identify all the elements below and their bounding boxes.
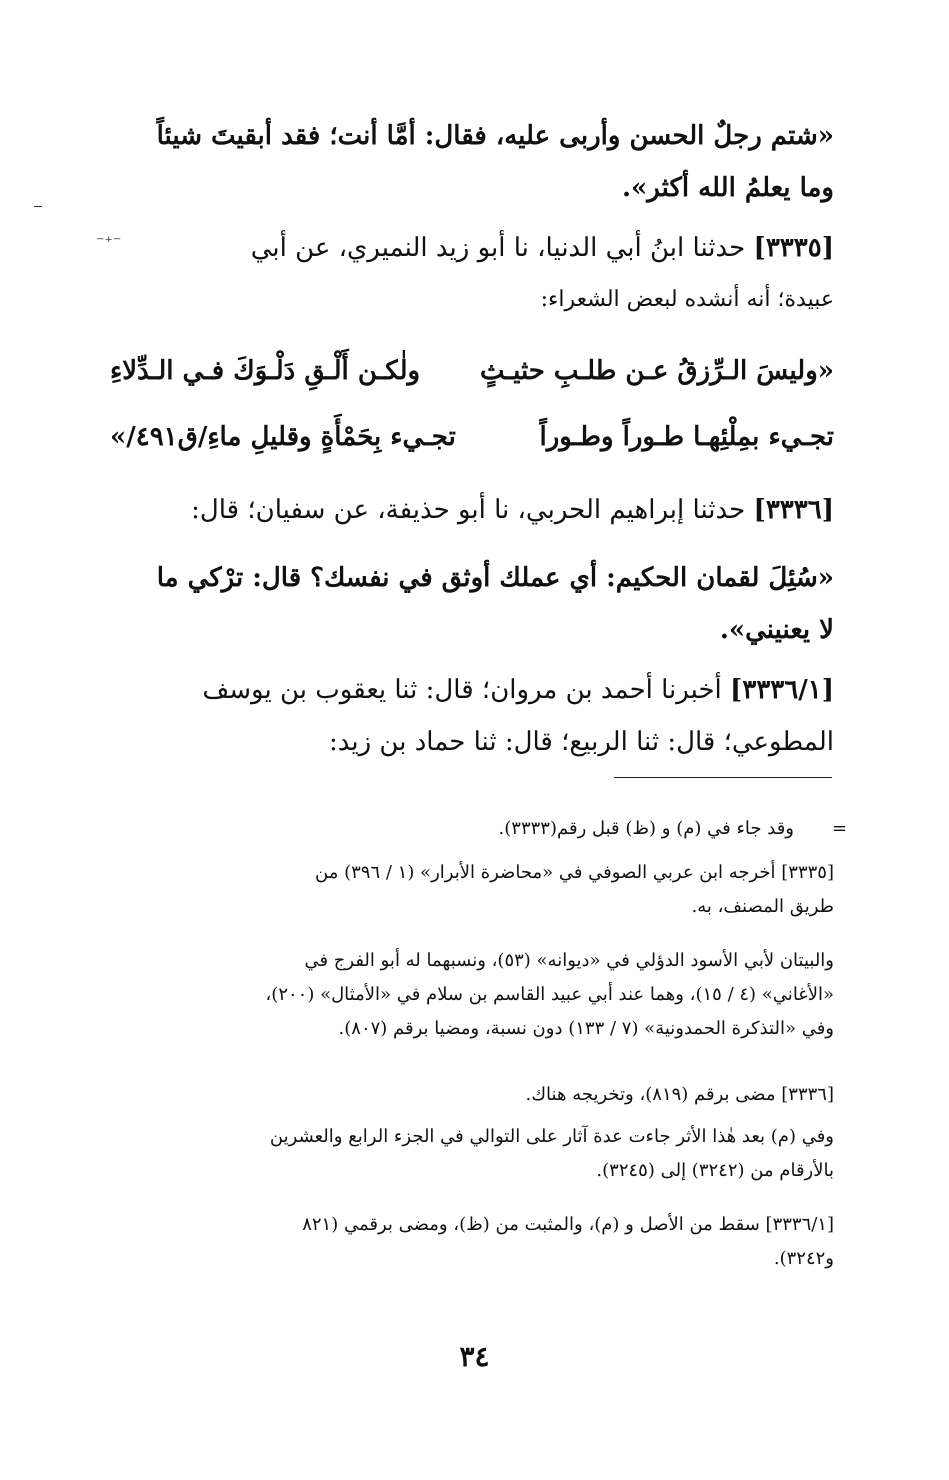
entry-number: [٣٣٣٦/١] [730, 675, 834, 705]
footnote-line: [٣٣٣٦/١] سقط من الأصل و (م)، والمثبت من (ظ)، ومضى برقمي (٨٢١ [302, 1214, 834, 1235]
footnote-3336 [118, 1078, 834, 1112]
footnote-line: و٣٢٤٢). [773, 1248, 834, 1269]
footnote-line: «الأغاني» (٤ / ١٥)، وهما عند أبي عبيد القاسم بن سلام في «الأمثال» (٢٠٠)، [265, 984, 834, 1005]
entry-number: [٣٣٣٦] [753, 495, 834, 525]
text-line [118, 222, 834, 274]
footnote-line: وفي «التذكرة الحمدونية» (٧ / ١٣٣) دون نسبة، ومضيا برقم (٨٠٧). [338, 1018, 834, 1039]
footnote-verses-source [118, 944, 834, 1046]
page-number: ٣٤ [459, 1340, 490, 1373]
text-line-content: حدثنا ابنُ أبي الدنيا، نا أبو زيد النميري، عن أبي [250, 233, 746, 263]
footnote-line: [٣٣٣٥] أخرجه ابن عربي الصوفي في «محاضرة الأبرار» (١ / ٣٩٦) من [315, 862, 834, 883]
quote-paragraph-4 [118, 552, 834, 656]
verse-hemistich-left: ولٰكـن أَلْـقِ دَلْـوَكَ فـي الـدِّلاءِ [110, 356, 421, 386]
hadith-paragraph-3335 [118, 222, 834, 326]
footnote-line: والبيتان لأبي الأسود الدؤلي في «ديوانه» (٥٣)، ونسبهما له أبو الفرج في [304, 950, 834, 971]
text-line: عبيدة؛ أنه أنشده لبعض الشعراء: [540, 287, 834, 312]
footnote-3336-1 [118, 1208, 834, 1276]
hadith-paragraph-3336 [118, 484, 834, 536]
text-line [118, 484, 834, 536]
continuation-mark: = [832, 818, 848, 839]
footnote-line: وقد جاء في (م) و (ظ) قبل رقم(٣٣٣٣). [498, 818, 794, 839]
text-line-content: أخبرنا أحمد بن مروان؛ قال: ثنا يعقوب بن يوسف [202, 675, 722, 705]
scan-mark [34, 206, 42, 207]
verse-hemistich-right: «وليسَ الـرِّزقُ عـن طلـبِ حثيـثٍ [479, 356, 834, 386]
footnote-manuscript-note [118, 1120, 834, 1188]
text-line: «سُئِلَ لقمان الحكيم: أي عملك أوثق في نفسك؟ قال: ترْكي ما [156, 563, 834, 593]
entry-number: [٣٣٣٥] [753, 233, 834, 263]
text-line: المطوعي؛ قال: ثنا الربيع؛ قال: ثنا حماد بن زيد: [328, 727, 834, 757]
margin-mark: ⁻⁺⁻ [96, 232, 122, 251]
verse-hemistich-left: تجـيء بِحَمْأَةٍ وقليلِ ماءِ/ق٤٩١/» [110, 422, 456, 452]
footnote-line: طريق المصنف، به. [691, 896, 834, 917]
hadith-paragraph-3336-1 [118, 664, 834, 768]
footnote-line: بالأرقام من (٣٢٤٢) إلى (٣٢٤٥). [596, 1160, 834, 1181]
footnote-3335 [118, 856, 834, 924]
text-line: «شتم رجلٌ الحسن وأربى عليه، فقال: أمَّا أنت؛ فقد أبقيتَ شيئاً [156, 121, 834, 151]
text-line [118, 664, 834, 716]
footnote-line: وفي (م) بعد هٰذا الأثر جاءت عدة آثار على التوالي في الجزء الرابع والعشرين [269, 1126, 834, 1147]
quote-paragraph-1 [118, 110, 834, 214]
footnote-continuation [200, 812, 794, 846]
footnote-divider [614, 777, 832, 778]
footnote-line: [٣٣٣٦] مضى برقم (٨١٩)، وتخريجه هناك. [525, 1084, 834, 1105]
text-line: وما يعلمُ الله أكثر». [621, 173, 834, 203]
verse-hemistich-right: تجـيء بمِلْئِهـا طـوراً وطـوراً [539, 422, 834, 452]
verse-line-2 [110, 422, 834, 470]
text-line-content: حدثنا إبراهيم الحربي، نا أبو حذيفة، عن سفيان؛ قال: [191, 495, 746, 525]
text-line: لا يعنيني». [719, 615, 834, 645]
verse-line-1 [110, 356, 834, 404]
